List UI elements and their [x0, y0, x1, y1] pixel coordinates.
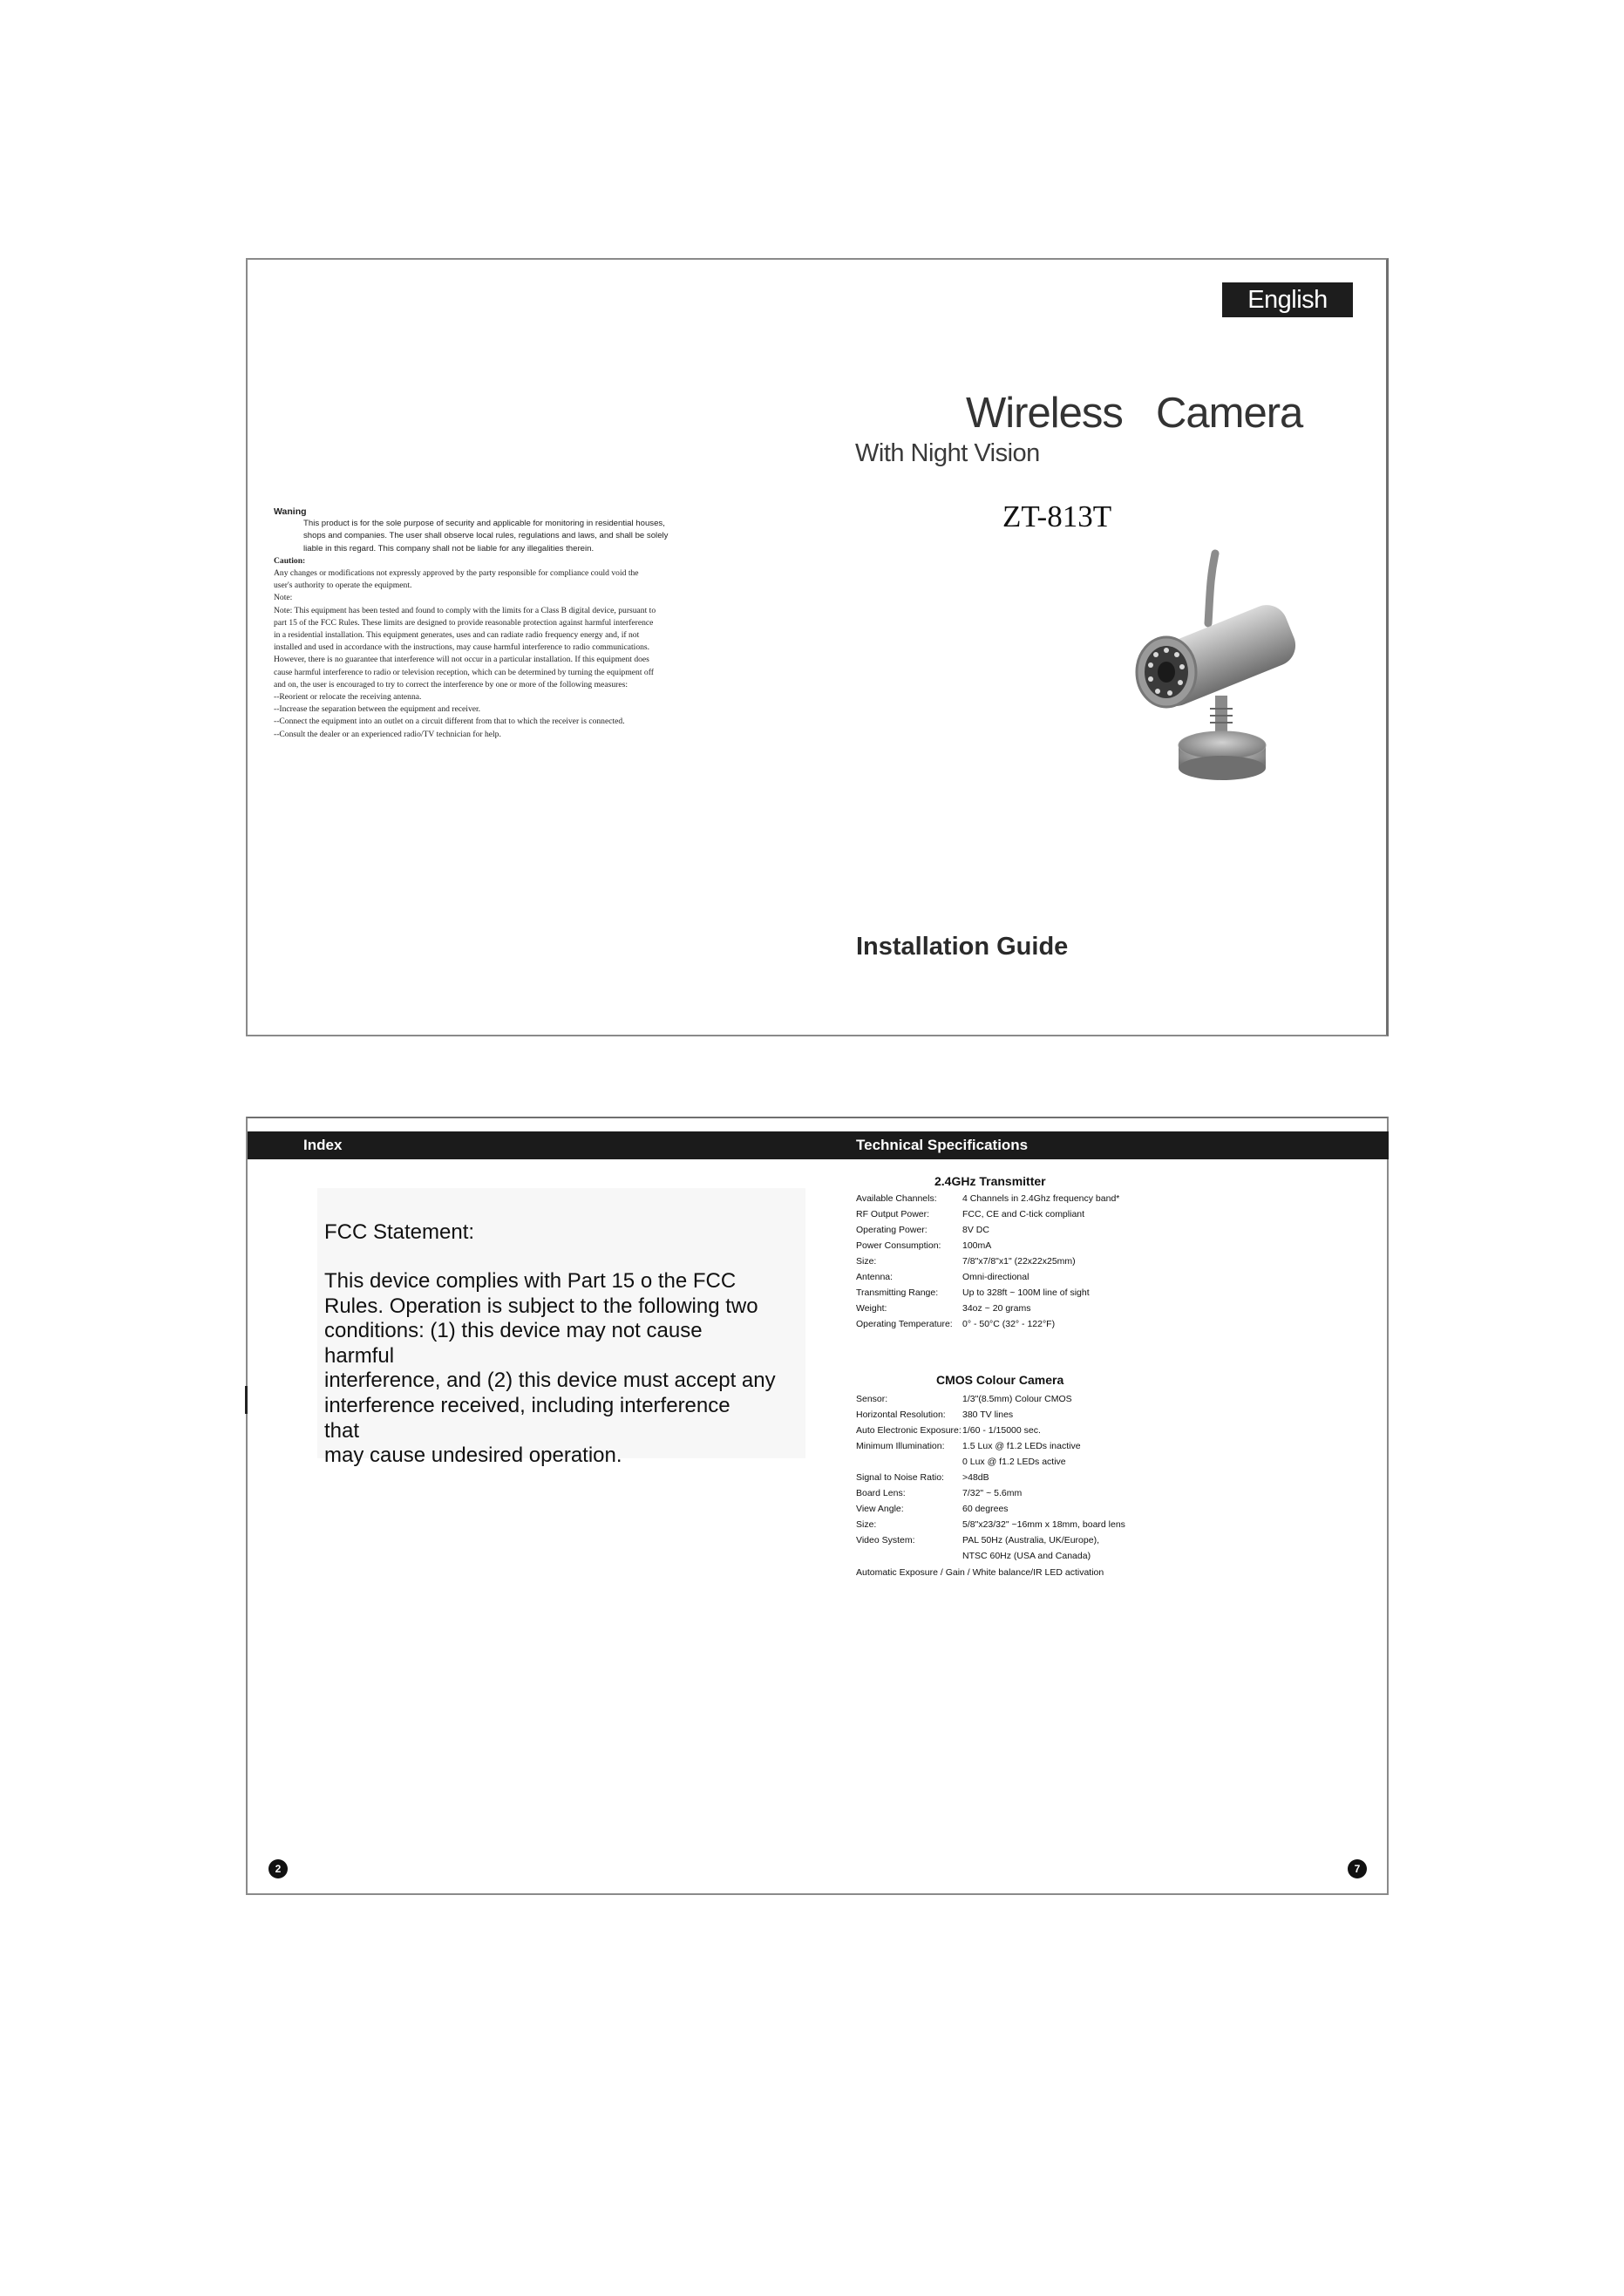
spec-value: 1/3"(8.5mm) Colour CMOS: [962, 1394, 1072, 1404]
spec-row: [856, 1209, 1084, 1219]
warning-block: [274, 506, 762, 741]
transmitter-heading: 2.4GHz Transmitter: [934, 1174, 1046, 1188]
spec-value: 380 TV lines: [962, 1410, 1014, 1420]
spec-value: 7/8"x7/8"x1" (22x22x25mm): [962, 1256, 1076, 1267]
fcc-line: Rules. Operation is subject to the following two: [324, 1294, 758, 1318]
fcc-line: conditions: (1) this device may not cause: [324, 1319, 703, 1343]
spec-row: [856, 1319, 1055, 1329]
spec-value: 34oz ~ 20 grams: [962, 1303, 1031, 1314]
spec-value: NTSC 60Hz (USA and Canada): [962, 1551, 1091, 1561]
spec-value: 7/32" ~ 5.6mm: [962, 1488, 1023, 1498]
subtitle: With Night Vision: [855, 439, 1040, 467]
warning-text-line: This product is for the sole purpose of security and applicable for monitoring in residential houses,: [303, 519, 665, 529]
spec-label: View Angle:: [856, 1504, 904, 1514]
caution-label: Caution:: [274, 555, 306, 566]
spec-label: Power Consumption:: [856, 1240, 941, 1251]
spec-row: [856, 1256, 1076, 1267]
spec-row: [856, 1225, 989, 1235]
warning-text-line: liable in this regard. This company shall not be liable for any illegalities therein.: [303, 543, 595, 554]
note-label: Note:: [274, 593, 293, 603]
spec-value: Up to 328ft ~ 100M line of sight: [962, 1287, 1090, 1298]
spec-row: [856, 1457, 1066, 1467]
installation-guide-title: Installation Guide: [856, 933, 1069, 961]
spec-row: [856, 1488, 1022, 1498]
note-text-line: --Reorient or relocate the receiving antenna.: [274, 692, 422, 703]
spec-row: [856, 1519, 1125, 1530]
note-text-line: --Increase the separation between the equipment and receiver.: [274, 704, 481, 715]
note-text-line: in a residential installation. This equipment generates, uses and can radiate radio frequency energy and, if not: [274, 630, 640, 641]
fcc-line: This device complies with Part 15 o the FCC: [324, 1269, 737, 1293]
inner-pages: [246, 1117, 1389, 1895]
note-text-line: part 15 of the FCC Rules. These limits are designed to provide reasonable protection against harmful interference: [274, 617, 654, 628]
spec-value: 1/60 - 1/15000 sec.: [962, 1425, 1041, 1436]
title-camera: Camera: [1156, 390, 1303, 437]
fcc-line: interference received, including interference: [324, 1393, 730, 1417]
spec-value: Omni-directional: [962, 1272, 1029, 1282]
spec-label: Auto Electronic Exposure:: [856, 1425, 961, 1436]
spec-label: Video System:: [856, 1535, 915, 1545]
spec-value: 5/8"x23/32" ~16mm x 18mm, board lens: [962, 1519, 1125, 1530]
note-text-line: installed and used in accordance with the instructions, may cause harmful interference to radio communications.: [274, 642, 650, 653]
fcc-line: interference, and (2) this device must accept any: [324, 1369, 776, 1393]
note-text-line: Note: This equipment has been tested and found to comply with the limits for a Class B digital device, pursuant to: [274, 605, 656, 615]
title-wireless: Wireless: [966, 390, 1123, 437]
spec-row: [856, 1303, 1031, 1314]
spec-value: 60 degrees: [962, 1504, 1009, 1514]
fcc-statement: [324, 1269, 821, 1469]
spec-label: Size:: [856, 1519, 877, 1530]
spec-row: [856, 1504, 1009, 1514]
spec-row: [856, 1410, 1013, 1420]
cover-page: [246, 258, 1389, 1036]
note-text-line: cause harmful interference to radio or television reception, which can be determined by turning the equipment off: [274, 667, 654, 677]
spec-value: 0° - 50°C (32° - 122°F): [962, 1319, 1056, 1329]
spec-value: 1.5 Lux @ f1.2 LEDs inactive: [962, 1441, 1081, 1451]
spec-value: 100mA: [962, 1240, 992, 1251]
page-number-right: 7: [1348, 1859, 1367, 1878]
camera-illustration: [1112, 543, 1322, 805]
spec-label: Antenna:: [856, 1272, 894, 1282]
spec-label: Available Channels:: [856, 1193, 937, 1204]
caution-text-line: user's authority to operate the equipment.: [274, 581, 412, 591]
spec-row: [856, 1287, 1090, 1298]
fcc-title: FCC Statement:: [324, 1220, 475, 1244]
spec-row: [856, 1441, 1081, 1451]
spec-row: [856, 1551, 1091, 1561]
caution-text-line: Any changes or modifications not expressly approved by the party responsible for compliance could void the: [274, 568, 639, 579]
header-technical-specifications: Technical Specifications: [856, 1137, 1029, 1153]
spec-label: Minimum Illumination:: [856, 1441, 945, 1451]
note-text-line: --Connect the equipment into an outlet on a circuit different from that to which the receiver is connected.: [274, 717, 625, 727]
spec-row: [856, 1240, 991, 1251]
spec-row: [856, 1425, 1041, 1436]
spec-label: RF Output Power:: [856, 1209, 930, 1219]
spec-row: [856, 1535, 1099, 1545]
spec-value: PAL 50Hz (Australia, UK/Europe),: [962, 1535, 1099, 1545]
note-text-line: --Consult the dealer or an experienced radio/TV technician for help.: [274, 729, 501, 739]
spec-value: FCC, CE and C-tick compliant: [962, 1209, 1085, 1219]
spec-label: Signal to Noise Ratio:: [856, 1472, 944, 1483]
spec-value: 8V DC: [962, 1225, 989, 1235]
spec-row: [856, 1394, 1072, 1404]
spec-row: [856, 1193, 1119, 1204]
spec-value: >48dB: [962, 1472, 989, 1483]
spec-label: Operating Power:: [856, 1225, 928, 1235]
note-text-line: However, there is no guarantee that interference will not occur in a particular installation. If this equipment does: [274, 655, 649, 665]
spec-value: 4 Channels in 2.4Ghz frequency band*: [962, 1193, 1120, 1204]
section-header-bar: [248, 1131, 1389, 1159]
spec-footer-note: Automatic Exposure / Gain / White balance/IR LED activation: [856, 1567, 1104, 1578]
language-badge: English: [1222, 282, 1353, 317]
fcc-line: that: [324, 1418, 360, 1443]
spec-value: 0 Lux @ f1.2 LEDs active: [962, 1457, 1066, 1467]
fcc-line: harmful: [324, 1343, 395, 1368]
spec-label: Weight:: [856, 1303, 887, 1314]
warning-heading: Waning: [274, 506, 307, 517]
spec-label: Horizontal Resolution:: [856, 1410, 946, 1420]
spec-label: Operating Temperature:: [856, 1319, 953, 1329]
spec-label: Size:: [856, 1256, 877, 1267]
spec-row: [856, 1472, 989, 1483]
model-number: ZT-813T: [1002, 499, 1112, 533]
page-number-left: 2: [268, 1859, 288, 1878]
camera-heading: CMOS Colour Camera: [936, 1373, 1064, 1387]
spec-label: Transmitting Range:: [856, 1287, 939, 1298]
edge-mark: [245, 1386, 248, 1414]
header-index: Index: [303, 1137, 343, 1153]
spec-label: Sensor:: [856, 1394, 888, 1404]
note-text-line: and on, the user is encouraged to try to correct the interference by one or more of the following measures:: [274, 679, 628, 689]
warning-text-line: shops and companies. The user shall observe local rules, regulations and laws, and shall be solely: [303, 531, 669, 541]
fcc-line: may cause undesired operation.: [324, 1443, 622, 1468]
spec-label: Board Lens:: [856, 1488, 906, 1498]
spec-row: [856, 1272, 1029, 1282]
